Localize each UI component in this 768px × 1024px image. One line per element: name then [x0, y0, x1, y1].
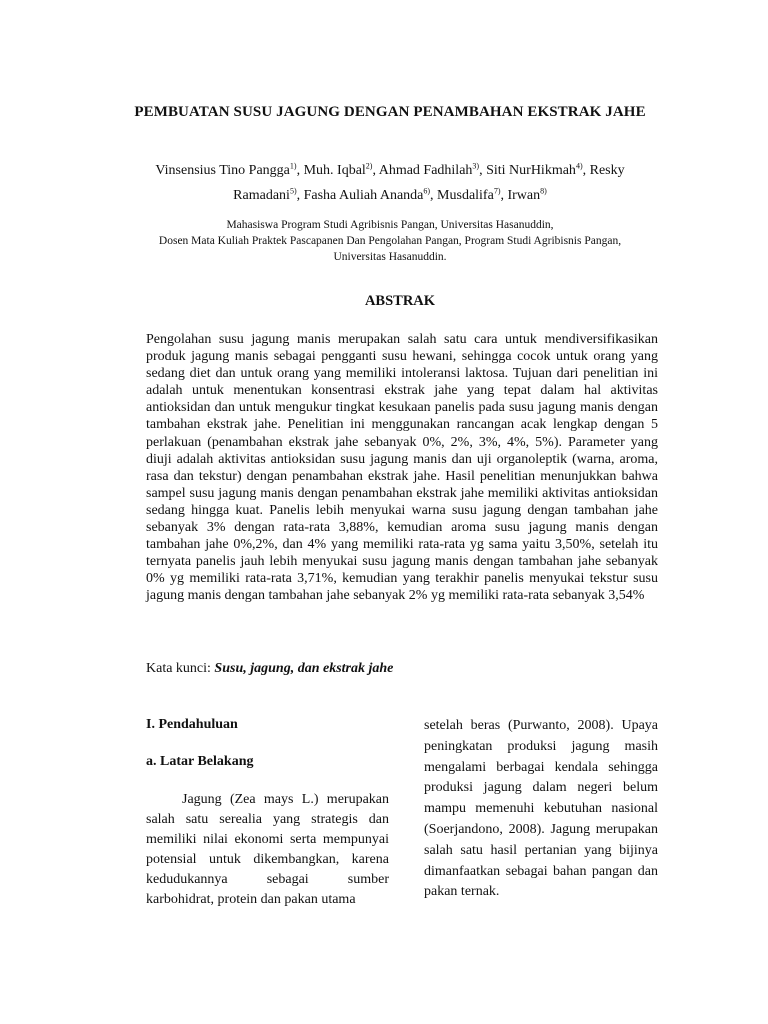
author-sup: 4): [575, 161, 583, 171]
author-name: Muh. Iqbal: [303, 163, 366, 178]
author-sup: 7): [493, 186, 501, 196]
left-column: [146, 716, 389, 910]
body-paragraph: Jagung (Zea mays L.) merupakan salah satu serealia yang strategis dan memiliki nilai ekonomi serta mempunyai potensial untuk dikembangkan, karena kedudukannya sebagai sumber karbohidrat, protein dan pakan utama: [146, 792, 389, 907]
subsection-heading: a. Latar Belakang: [146, 754, 254, 769]
abstract-text: Pengolahan susu jagung manis merupakan salah satu cara untuk mendiversifikasikan produk jagung manis sebagai pengganti susu hewani, sehingga cocok untuk orang yang sedang diet dan untuk orang yang memiliki intoleransi laktosa. Tujuan dari penelitian ini adalah untuk menentukan konsentrasi ekstrak jahe yang tepat dalam hal aktivitas antioksidan dan untuk mengukur tingkat kesukaan panelis pada susu jagung manis dengan tambahan ekstrak jahe. Penelitian ini menggunakan rancangan acak lengkap dengan 5 perlakuan (penambahan ekstrak jahe sebanyak 0%, 2%, 3%, 4%, 5%). Parameter yang diuji adalah aktivitas antioksidan susu jagung manis dan uji organoleptik (warna, aroma, rasa dan tekstur) dengan penambahan ekstrak jahe. Hasil penelitian menunjukkan bahwa sampel susu jagung manis dengan penambahan ekstrak jahe memiliki aktivitas antioksidan sedang hingga kuat. Panelis lebih menyukai warna susu jagung dengan tambahan jahe sebanyak 3% dengan rata-rata 3,88%, kemudian aroma susu jagung manis dengan tambahan jahe 0%,2%, dan 4% yang memiliki rata-rata yg sama yaitu 3,50%, setelah itu ternyata panelis jauh lebih menyukai susu jagung manis dengan tambahan jahe sebanyak 0% yg memiliki rata-rata 3,71%, kemudian yang terakhir panelis menyukai tekstur susu jagung manis dengan tambahan jahe sebanyak 2% yg memiliki rata-rata sebanyak 3,54%: [146, 332, 658, 604]
author-name: Vinsensius Tino Pangga: [155, 163, 290, 178]
author-name: Resky Ramadani: [233, 163, 625, 203]
author-name: Irwan: [507, 188, 541, 203]
author-sup: 1): [289, 161, 297, 171]
author-sup: 5): [289, 186, 297, 196]
keywords-line: [146, 660, 658, 678]
right-column-paragraph: setelah beras (Purwanto, 2008). Upaya peningkatan produksi jagung masih mengalami berbagai kendala sehingga produksi jagung dalam negeri belum mampu memenuhi kebutuhan nasional (Soerjandono, 2008). Jagung merupakan salah satu hasil pertanian yang bijinya dimanfaatkan sebagai bahan pangan dan pakan ternak.: [424, 718, 658, 900]
author-sup: 3): [472, 161, 480, 171]
affiliation-line: Mahasiswa Program Studi Agribisnis Pangan, Universitas Hasanuddin,: [226, 219, 554, 231]
author-sup: 6): [423, 186, 431, 196]
author-list: Vinsensius Tino Pangga$^{1)}$, Muh. Iqbal$^{2)}$, Ahmad Fadhilah$^{3)}$, Siti NurHikmah$^{4)}$, Resky Ramadani$^{5)}$, Fasha Auliah Ananda$^{6)}$, Musdalifa$^{7)}$, Irwan$^{8)}$: [155, 161, 625, 203]
affiliation-block: [140, 217, 640, 265]
keywords-label: Kata kunci:: [146, 661, 215, 676]
affiliation-line: Dosen Mata Kuliah Praktek Pascapanen Dan Pengolahan Pangan, Program Studi Agribisnis Pangan, Universitas Hasanuddin.: [158, 235, 622, 263]
paper-title: PEMBUATAN SUSU JAGUNG DENGAN PENAMBAHAN EKSTRAK JAHE: [134, 104, 646, 120]
author-sup: 8): [540, 186, 547, 196]
author-name: Siti NurHikmah: [486, 163, 576, 178]
author-sup: 2): [365, 161, 373, 171]
author-name: Ahmad Fadhilah: [378, 163, 473, 178]
author-name: Musdalifa: [437, 188, 494, 203]
abstract-heading: ABSTRAK: [364, 293, 436, 309]
keywords-value: Susu, jagung, dan ekstrak jahe: [214, 661, 394, 676]
author-name: Fasha Auliah Ananda: [303, 188, 424, 203]
section-heading: I. Pendahuluan: [146, 717, 238, 732]
